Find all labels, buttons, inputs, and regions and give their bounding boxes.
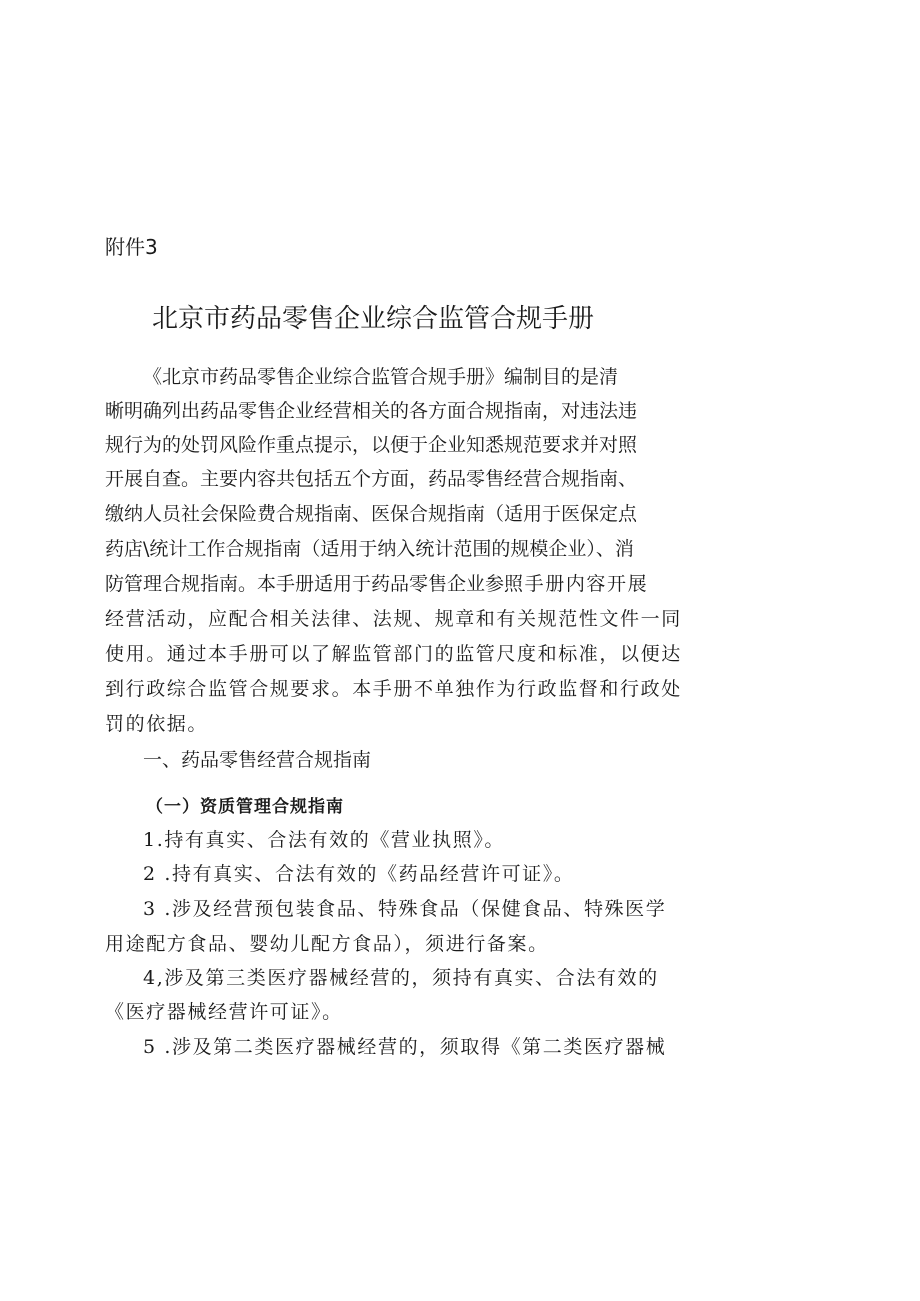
- intro-line: 晰明确列出药品零售企业经营相关的各方面合规指南，对违法违: [105, 400, 638, 422]
- list-item: 4,涉及第三类医疗器械经营的，须持有真实、合法有效的: [143, 967, 659, 989]
- list-item: 1.持有真实、合法有效的《营业执照》。: [143, 829, 506, 851]
- annex-label: 附件3: [105, 235, 158, 259]
- section-heading: 一、药品零售经营合规指南: [143, 749, 372, 771]
- list-item: 3 .涉及经营预包装食品、特殊食品（保健食品、特殊医学: [143, 898, 667, 920]
- intro-line-sans-part: 防管理合规指南。本手册适用于药品零售企业参: [105, 573, 505, 595]
- intro-line: 罚的依据。: [105, 713, 209, 735]
- intro-line: 缴纳人员社会保险费合规指南、医保合规指南（适用于医保定点: [105, 503, 638, 525]
- list-item: 用途配方食品、婴幼儿配方食品），须进行备案。: [105, 933, 549, 955]
- document-title: 北京市药品零售企业综合监管合规手册: [152, 304, 595, 334]
- list-item: 2 .持有真实、合法有效的《药品经营许可证》。: [143, 863, 575, 885]
- intro-line: 到行政综合监管合规要求。本手册不单独作为行政监督和行政处: [105, 678, 682, 700]
- intro-line: 药店\统计工作合规指南（适用于纳入统计范围的规模企业）、消: [105, 538, 634, 560]
- intro-line: 《北京市药品零售企业综合监管合规手册》编制目的是清: [143, 366, 619, 388]
- intro-line: 规行为的处罚风险作重点提示，以便于企业知悉规范要求并对照: [105, 434, 638, 456]
- intro-line: 使用。通过本手册可以了解监管部门的监管尺度和标准，以便达: [105, 643, 682, 665]
- list-item: 《医疗器械经营许可证》。: [105, 1001, 343, 1023]
- intro-line: [105, 572, 649, 596]
- intro-line-serif-part: 照手册内容开展: [504, 573, 649, 595]
- intro-line: 经营活动，应配合相关法律、法规、规章和有关规范性文件一同: [105, 608, 682, 630]
- list-item: 5 .涉及第二类医疗器械经营的，须取得《第二类医疗器械: [143, 1036, 667, 1058]
- intro-line: 开展自查。主要内容共包括五个方面，药品零售经营合规指南、: [105, 468, 638, 490]
- subsection-heading: （一）资质管理合规指南: [146, 797, 344, 817]
